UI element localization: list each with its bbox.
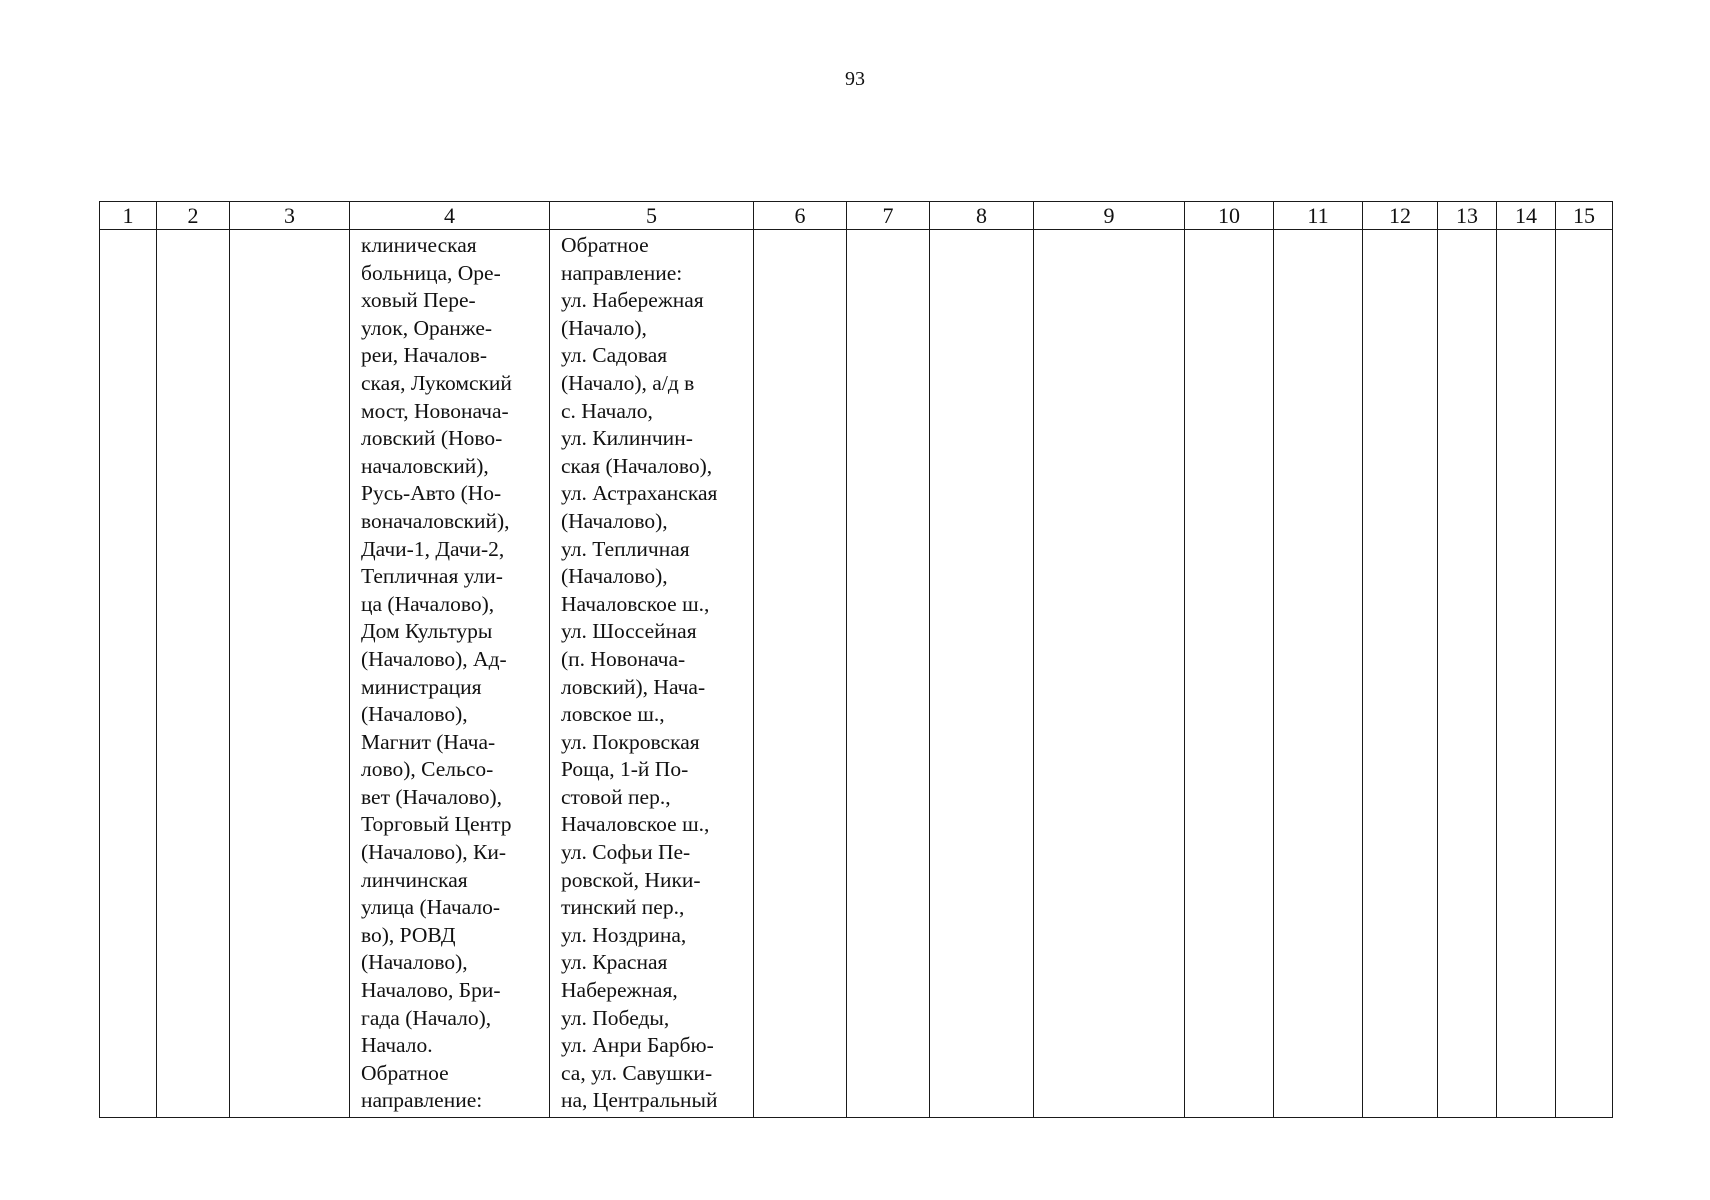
col-header-11: 11 [1274, 202, 1363, 230]
cell-col-5 [550, 230, 754, 1118]
cell-col-4 [350, 230, 550, 1118]
col-header-12: 12 [1363, 202, 1438, 230]
col-header-4: 4 [350, 202, 550, 230]
col-header-9: 9 [1034, 202, 1185, 230]
cell-col-3 [230, 230, 350, 1118]
col-header-7: 7 [847, 202, 930, 230]
cell-col-7 [847, 230, 930, 1118]
cell-col-1 [100, 230, 157, 1118]
cell-col-2 [157, 230, 230, 1118]
col-header-8: 8 [930, 202, 1034, 230]
col-header-3: 3 [230, 202, 350, 230]
col-header-13: 13 [1438, 202, 1497, 230]
route-streets-reverse-text: Обратное направление: ул. Набережная (Начало), ул. Садовая (Начало), а/д в с. Начало, ул. Килинчин- ская (Началово), ул. Астраханская (Началово), ул. Тепличная (Началово), Началовское ш., ул. Шоссейная (п. Новонача- ловский), Нача- ловское ш., ул. Покровская Роща, 1-й По- стовой пер., Началовское ш., ул. Софьи Пе- ровской, Ники- тинский пер., ул. Ноздрина, ул. Красная Набережная, ул. Победы, ул. Анри Барбю- са, ул. Савушки- на, Центральный [561, 233, 718, 1113]
cell-col-9 [1034, 230, 1185, 1118]
col-header-5: 5 [550, 202, 754, 230]
route-table [99, 201, 1613, 1118]
col-header-6: 6 [754, 202, 847, 230]
col-header-2: 2 [157, 202, 230, 230]
table-row [100, 230, 1613, 1118]
cell-col-15 [1556, 230, 1613, 1118]
page-number: 93 [845, 68, 865, 90]
col-header-1: 1 [100, 202, 157, 230]
cell-col-10 [1185, 230, 1274, 1118]
col-header-14: 14 [1497, 202, 1556, 230]
header-row [100, 202, 1613, 230]
route-stops-forward-text: клиническая больница, Оре- ховый Пере- улок, Оранже- реи, Началов- ская, Лукомский мост, Новонача- ловский (Ново- началовский), Русь-Авто (Но- воначаловский), Дачи-1, Дачи-2, Тепличная ули- ца (Началово), Дом Культуры (Началово), Ад- министрация (Началово), Магнит (Нача- лово), Сельсо- вет (Началово), Торговый Центр (Началово), Ки- линчинская улица (Начало- во), РОВД (Началово), Началово, Бри- гада (Начало), Начало. Обратное направление: [361, 233, 512, 1113]
col-header-10: 10 [1185, 202, 1274, 230]
cell-col-11 [1274, 230, 1363, 1118]
cell-col-14 [1497, 230, 1556, 1118]
cell-col-8 [930, 230, 1034, 1118]
cell-col-12 [1363, 230, 1438, 1118]
col-header-15: 15 [1556, 202, 1613, 230]
cell-col-13 [1438, 230, 1497, 1118]
cell-col-6 [754, 230, 847, 1118]
